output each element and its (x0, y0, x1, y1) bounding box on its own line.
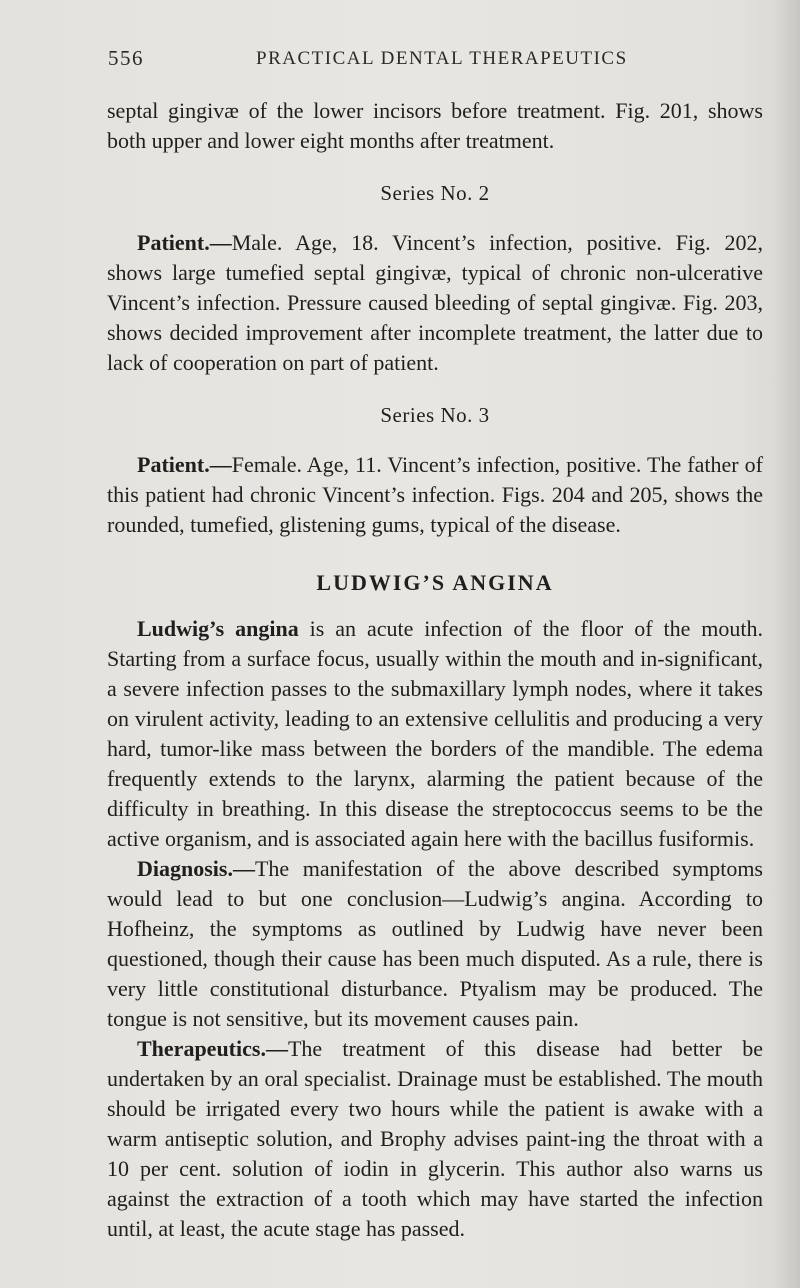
therapeutics-lead: Therapeutics.— (137, 1036, 288, 1061)
ludwig-paragraph (107, 614, 763, 854)
ludwig-section-heading: LUDWIG’S ANGINA (316, 570, 554, 595)
series-2-lead: Patient.— (137, 230, 232, 255)
page-edge-shadow (774, 0, 800, 1288)
therapeutics-paragraph (107, 1034, 763, 1244)
series-3-heading: Series No. 3 (380, 403, 490, 427)
therapeutics-text: The treatment of this disease had better be undertaken by an oral specialist. Drainage must be established. The mouth should be irrigated every two hours while the patient is awake with a warm antiseptic solution, and Brophy advises paint-ing the throat with a 10 per cent. solution of iodin in glycerin. This author also warns us against the extraction of a tooth which may have started the infection until, at least, the acute stage has passed. (107, 1036, 763, 1241)
body-text (107, 96, 763, 1244)
page-number: 556 (108, 46, 144, 70)
series-2-heading: Series No. 2 (380, 181, 490, 205)
diagnosis-lead: Diagnosis.— (137, 856, 255, 881)
ludwig-text: is an acute infection of the floor of the mouth. Starting from a surface focus, usually within the mouth and in-significant, a severe infection passes to the submaxillary lymph nodes, where it takes on virulent activity, leading to an extensive cellulitis and producing a very hard, tumor-like mass between the borders of the mandible. The edema frequently extends to the larynx, alarming the patient because of the difficulty in breathing. In this disease the streptococcus seems to be the active organism, and is associated again here with the bacillus fusiformis. (107, 616, 763, 851)
diagnosis-paragraph (107, 854, 763, 1034)
intro-paragraph: septal gingivæ of the lower incisors before treatment. Fig. 201, shows both upper and lower eight months after treatment. (107, 98, 763, 153)
series-3-paragraph (107, 450, 763, 540)
series-2-text: Male. Age, 18. Vincent’s infection, positive. Fig. 202, shows large tumefied septal gingivæ, typical of chronic non-ulcerative Vincent’s infection. Pressure caused bleeding of septal gingivæ. Fig. 203, shows decided improvement after incomplete treatment, the latter due to lack of cooperation on part of patient. (107, 230, 763, 375)
ludwig-lead: Ludwig’s angina (137, 616, 299, 641)
diagnosis-text: The manifestation of the above described symptoms would lead to but one conclusion—Ludwig’s angina. According to Hofheinz, the symptoms as outlined by Ludwig have never been questioned, though their cause has been much disputed. As a rule, there is very little constitutional disturbance. Ptyalism may be produced. The tongue is not sensitive, but its movement causes pain. (107, 856, 763, 1031)
series-3-lead: Patient.— (137, 452, 232, 477)
running-head (108, 46, 708, 76)
series-2-paragraph (107, 228, 763, 378)
running-title: PRACTICAL DENTAL THERAPEUTICS (256, 48, 628, 69)
series-3-text: Female. Age, 11. Vincent’s infection, positive. The father of this patient had chronic Vincent’s infection. Figs. 204 and 205, shows the rounded, tumefied, glistening gums, typical of the disease. (107, 452, 763, 537)
